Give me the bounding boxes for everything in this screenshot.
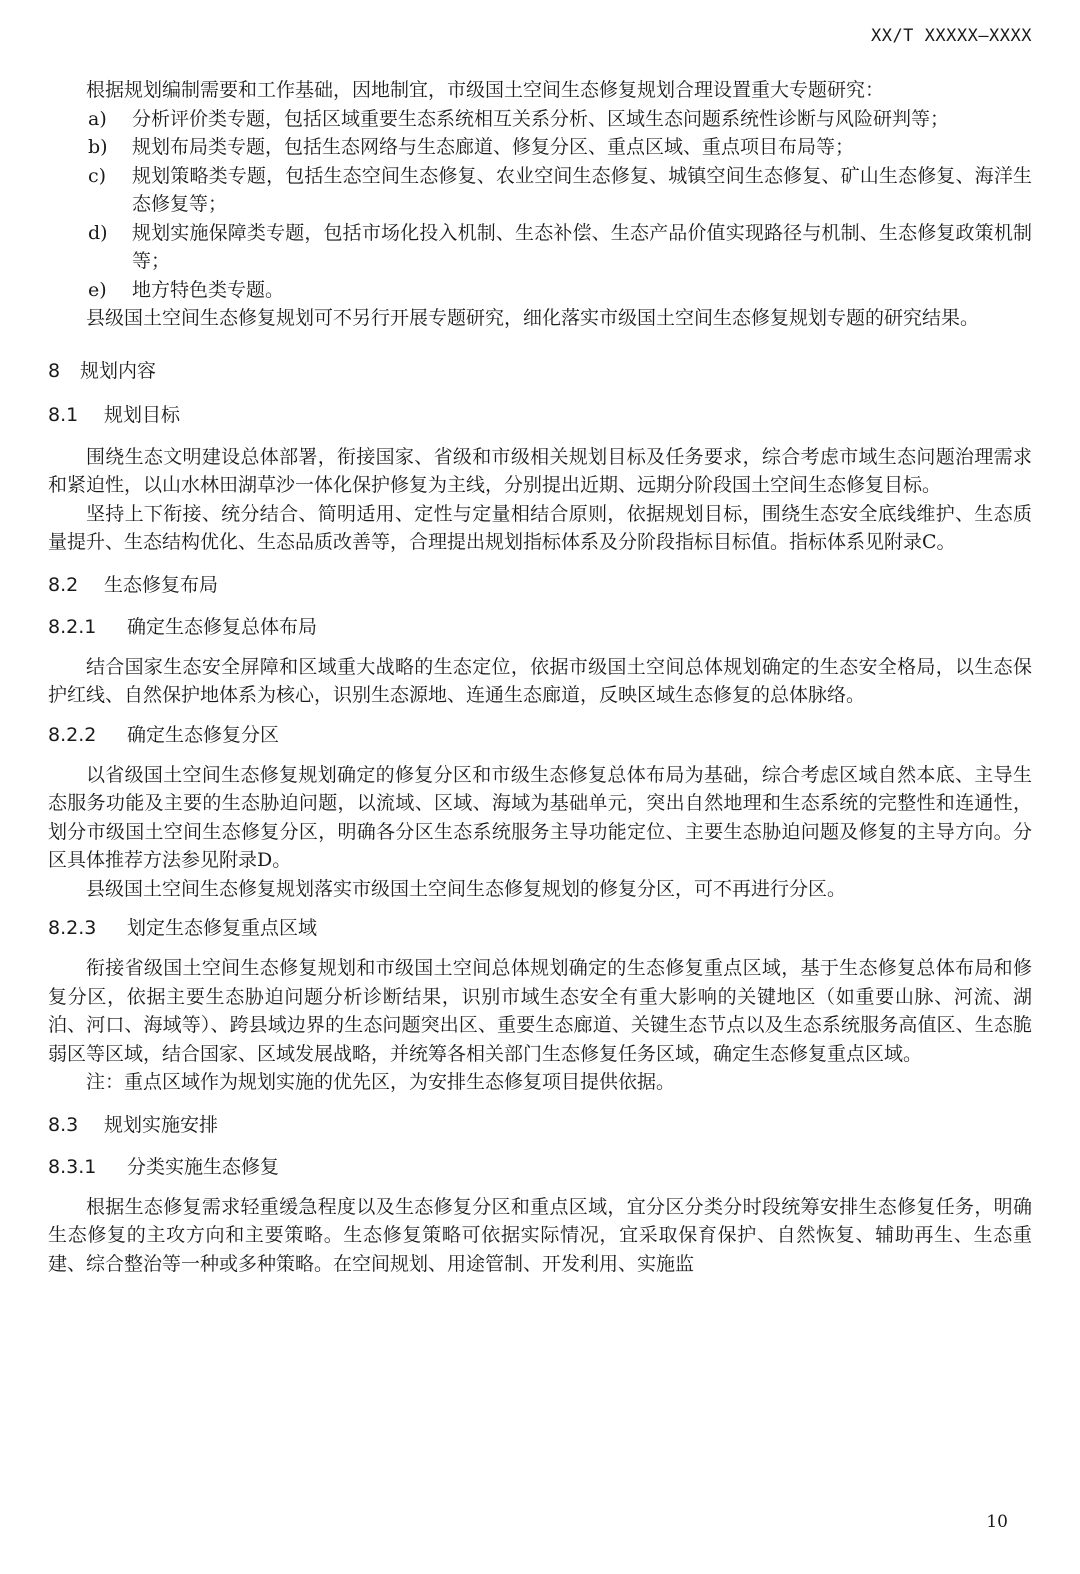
list-item — [48, 276, 1032, 305]
section-title: 规划内容 — [80, 359, 157, 382]
paragraph: 根据生态修复需求轻重缓急程度以及生态修复分区和重点区域，宜分区分类分时段统筹安排生态修复任务，明确生态修复的主攻方向和主要策略。生态修复策略可依据实际情况，宜采取保育保护、自然恢复、辅助再生、生态重建、综合整治等一种或多种策略。在空间规划、用途管制、开发利用、实施监 — [48, 1195, 1032, 1275]
section-number: 8.3 — [48, 1113, 79, 1136]
paragraph: 衔接省级国土空间生态修复规划和市级国土空间总体规划确定的生态修复重点区域，基于生态修复总体布局和修复分区，依据主要生态胁迫问题分析诊断结果，识别市域生态安全有重大影响的关键地区（如重要山脉、河流、湖泊、河口、海域等）、跨县域边界的生态问题突出区、重要生态廊道、关键生态节点以及生态系统服务高值区、生态脆弱区等区域，结合国家、区域发展战略，并统筹各相关部门生态修复任务区域，确定生态修复重点区域。 — [48, 957, 1032, 1065]
list-marker: b) — [88, 136, 108, 158]
list-item — [48, 133, 1032, 162]
list-marker: c) — [88, 164, 107, 187]
section-title: 规划实施安排 — [104, 1113, 219, 1136]
section-number: 8.3.1 — [48, 1155, 97, 1178]
section-title: 规划目标 — [104, 403, 181, 426]
section-heading-8-1 — [48, 401, 1032, 429]
section-title: 分类实施生态修复 — [127, 1155, 280, 1178]
section-heading-8-2 — [48, 571, 1032, 599]
list-text: 分析评价类专题，包括区域重要生态系统相互关系分析、区域生态问题系统性诊断与风险研判等； — [132, 107, 950, 130]
paragraph: 坚持上下衔接、统分结合、简明适用、定性与定量相结合原则，依据规划目标，围绕生态安全底线维护、生态质量提升、生态结构优化、生态品质改善等，合理提出规划指标体系及分阶段指标目标值。指标体系见附录C。 — [48, 502, 1032, 553]
paragraph: 围绕生态文明建设总体部署，衔接国家、省级和市级相关规划目标及任务要求，综合考虑市域生态问题治理需求和紧迫性，以山水林田湖草沙一体化保护修复为主线，分别提出近期、远期分阶段国土空间生态修复目标。 — [48, 445, 1032, 496]
section-title: 生态修复布局 — [104, 573, 219, 596]
page-number: 10 — [986, 1512, 1008, 1532]
list-text: 地方特色类专题。 — [132, 278, 285, 301]
section-heading-8-3 — [48, 1111, 1032, 1139]
section-heading-8-2-3 — [48, 914, 1032, 942]
section-number: 8.2 — [48, 573, 79, 596]
document-code: XX/T XXXXX—XXXX — [870, 26, 1032, 46]
list-marker: d) — [88, 221, 108, 244]
list-marker: e) — [88, 278, 107, 301]
list-text: 规划实施保障类专题，包括市场化投入机制、生态补偿、生态产品价值实现路径与机制、生态修复政策机制等； — [132, 221, 1032, 272]
section-heading-8 — [48, 357, 1032, 385]
section-heading-8-3-1 — [48, 1153, 1032, 1181]
section-title: 确定生态修复分区 — [127, 723, 280, 746]
list-item — [48, 162, 1032, 219]
page-body — [48, 76, 1032, 1278]
topic-list — [48, 105, 1032, 305]
list-text: 规划策略类专题，包括生态空间生态修复、农业空间生态修复、城镇空间生态修复、矿山生态修复、海洋生态修复等； — [132, 164, 1032, 215]
section-number: 8.2.2 — [48, 723, 97, 746]
note-paragraph: 注：重点区域作为规划实施的优先区，为安排生态修复项目提供依据。 — [86, 1071, 676, 1093]
paragraph: 结合国家生态安全屏障和区域重大战略的生态定位，依据市级国土空间总体规划确定的生态安全格局，以生态保护红线、自然保护地体系为核心，识别生态源地、连通生态廊道，反映区域生态修复的总体脉络。 — [48, 655, 1032, 706]
section-title: 确定生态修复总体布局 — [127, 615, 318, 638]
paragraph: 县级国土空间生态修复规划落实市级国土空间生态修复规划的修复分区，可不再进行分区。 — [86, 877, 847, 900]
intro-paragraph: 根据规划编制需要和工作基础，因地制宜，市级国土空间生态修复规划合理设置重大专题研究： — [86, 79, 885, 101]
section-title: 划定生态修复重点区域 — [127, 917, 318, 939]
list-text: 规划布局类专题，包括生态网络与生态廊道、修复分区、重点区域、重点项目布局等； — [132, 136, 855, 158]
paragraph: 以省级国土空间生态修复规划确定的修复分区和市级生态修复总体布局为基础，综合考虑区域自然本底、主导生态服务功能及主要的生态胁迫问题，以流域、区域、海域为基础单元，突出自然地理和生态系统的完整性和连通性，划分市级国土空间生态修复分区，明确各分区生态系统服务主导功能定位、主要生态胁迫问题及修复的主导方向。分区具体推荐方法参见附录D。 — [48, 763, 1032, 871]
section-heading-8-2-2 — [48, 721, 1032, 749]
list-item — [48, 219, 1032, 276]
section-heading-8-2-1 — [48, 613, 1032, 641]
county-note-paragraph: 县级国土空间生态修复规划可不另行开展专题研究，细化落实市级国土空间生态修复规划专题的研究结果。 — [86, 307, 980, 329]
section-number: 8 — [48, 359, 61, 382]
section-number: 8.1 — [48, 403, 79, 426]
section-number: 8.2.3 — [48, 917, 97, 939]
list-item — [48, 105, 1032, 134]
section-number: 8.2.1 — [48, 615, 97, 638]
list-marker: a) — [88, 107, 107, 130]
